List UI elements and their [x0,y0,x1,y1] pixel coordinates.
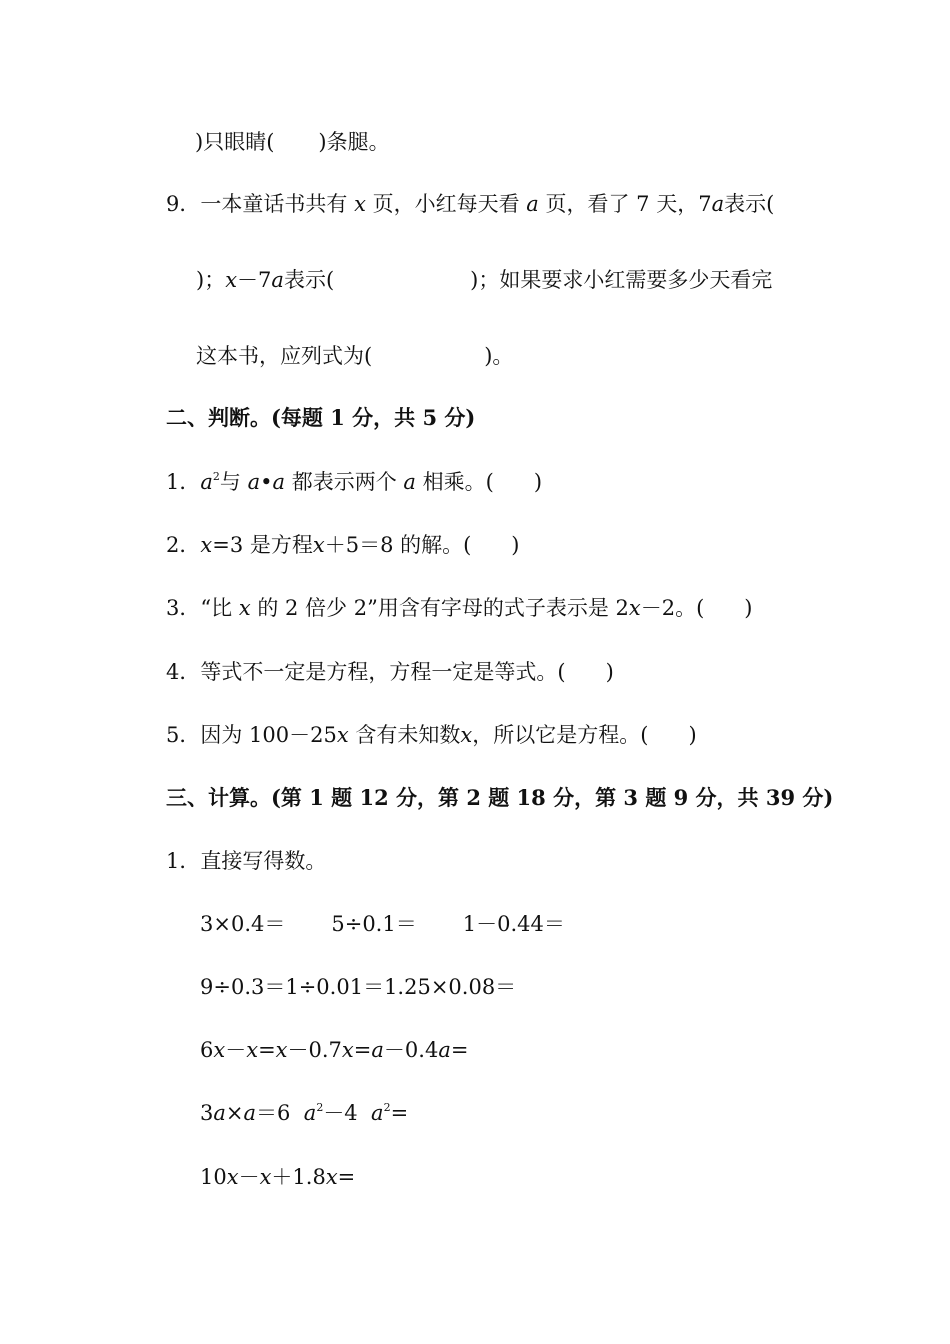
q8-text-b: )条腿。 [318,130,390,154]
judge-item-5: 5．因为 100－25x 含有未知数x，所以它是方程。( ) [166,723,697,747]
section-2-title: 二、判断。(每题 1 分，共 5 分) [166,405,476,430]
q8-tail-line [195,128,390,156]
calc-expression: 5÷0.1＝ [331,912,417,936]
calc-row-1 [200,910,565,938]
judge-item-4: 4．等式不一定是方程，方程一定是等式。( ) [166,660,614,684]
calc-row-5: 10x－x＋1.8x= [200,1165,356,1189]
judge-item-3: 3．“比 x 的 2 倍少 2”用含有字母的式子表示是 2x－2。( ) [166,596,753,620]
calc-row-4: 3a×a＝6 $a^2-4$ $a^2=$ [200,1101,409,1125]
judge-item-2: 2．x=3 是方程x＋5＝8 的解。( ) [166,533,520,557]
calc-expression: 1－0.44＝ [462,912,565,936]
calc-row-2: 9÷0.3＝1÷0.01＝1.25×0.08＝ [200,975,517,999]
calc-row-3: 6x－x=x－0.7x=a－0.4a= [200,1038,469,1062]
judge-item-1: 1．$a^2$与 a•a 都表示两个 a 相乘。( ) [166,470,543,494]
section-3-title: 三、计算。(第 1 题 12 分，第 2 题 18 分，第 3 题 9 分，共 39 分) [166,785,834,810]
calc-expression: 3×0.4＝ [200,912,286,936]
calc-question-1: 1．直接写得数。 [166,849,327,873]
q8-text-a: )只眼睛( [195,130,275,154]
q9-line-3: 这本书，应列式为( )。 [196,344,514,368]
q9-line-2: )；x－7a表示( )；如果要求小红需要多少天看完 [196,268,773,292]
q9-line-1: 9．一本童话书共有 x 页，小红每天看 a 页，看了 7 天，7a表示( [166,192,775,216]
question-number: 9． [166,192,201,216]
